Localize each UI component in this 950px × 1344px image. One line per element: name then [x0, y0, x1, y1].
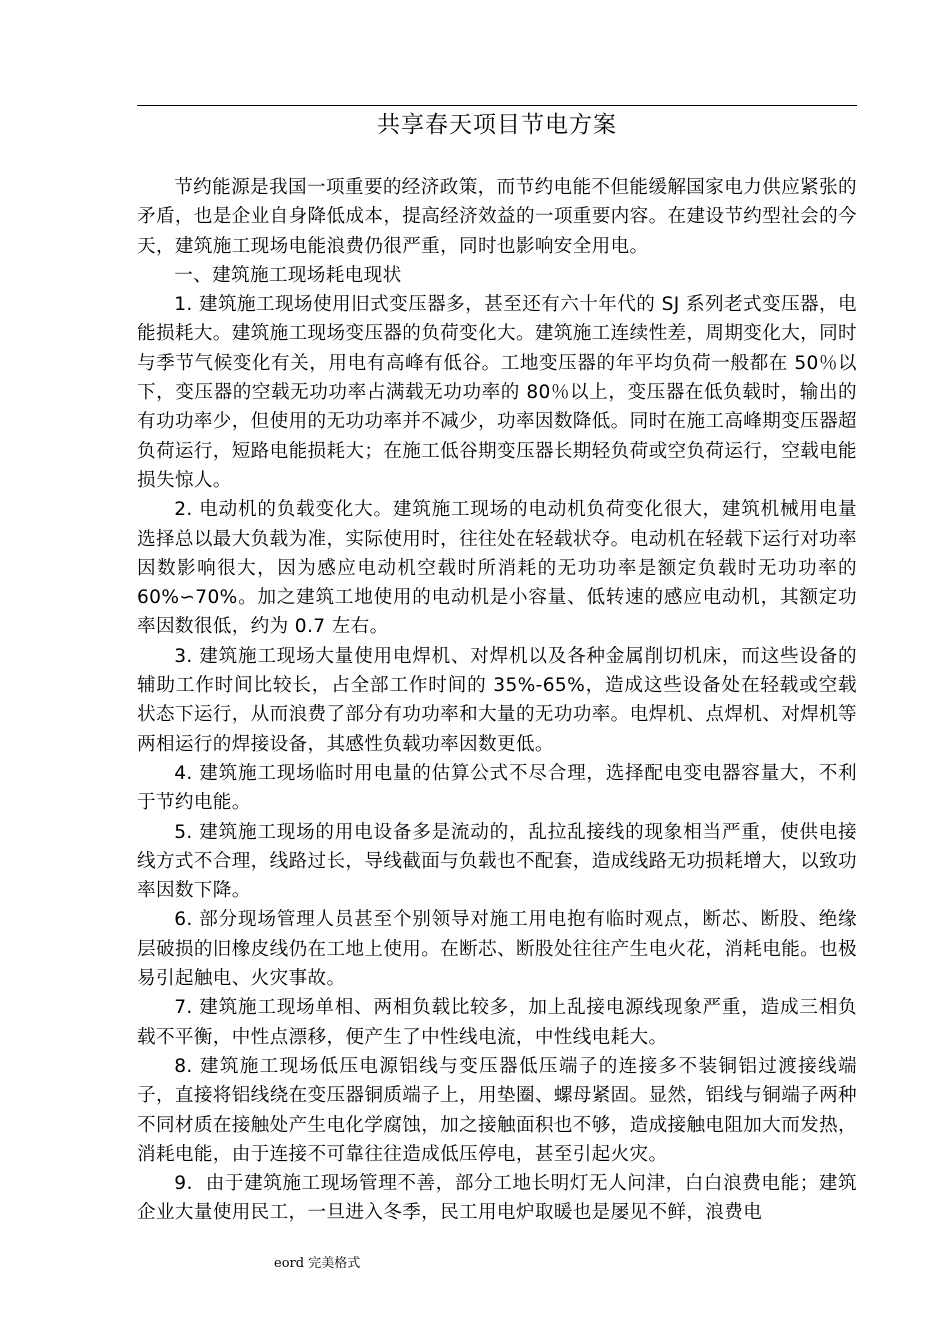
item-paragraph-3: 3. 建筑施工现场大量使用电焊机、对焊机以及各种金属削切机床，而这些设备的辅助工作时间比较长，占全部工作时间的 35%-65%，造成这些设备处在轻载或空载状态下运行，从而浪费了部分有功功率和大量的无功功率。电焊机、点焊机、对焊机等两相运行的焊接设备，其感性负载功率因数更低。: [137, 645, 857, 755]
section-heading: 一、建筑施工现场耗电现状: [174, 264, 402, 286]
intro-paragraph: 节约能源是我国一项重要的经济政策，而节约电能不但能缓解国家电力供应紧张的矛盾，也是企业自身降低成本，提高经济效益的一项重要内容。在建设节约型社会的今天，建筑施工现场电能浪费仍很严重，同时也影响安全用电。: [137, 177, 857, 257]
footer-watermark: eord 完美格式: [274, 1256, 361, 1271]
item-paragraph-9: 9．由于建筑施工现场管理不善，部分工地长明灯无人问津，白白浪费电能；建筑企业大量使用民工，一旦进入冬季，民工用电炉取暖也是屡见不鲜，浪费电: [137, 1173, 857, 1224]
document-title: 共享春天项目节电方案: [377, 112, 617, 138]
item-paragraph-7: 7. 建筑施工现场单相、两相负载比较多，加上乱接电源线现象严重，造成三相负载不平衡，中性点漂移，便产生了中性线电流，中性线电耗大。: [137, 997, 857, 1048]
item-paragraph-1: 1. 建筑施工现场使用旧式变压器多，甚至还有六十年代的 SJ 系列老式变压器，电能损耗大。建筑施工现场变压器的负荷变化大。建筑施工连续性差，周期变化大，同时与季节气候变化有关，用电有高峰有低谷。工地变压器的年平均负荷一般都在 50％以下，变压器的空载无功功率占满载无功功率的 80％以上，变压器在低负载时，输出的有功功率少，但使用的无功功率并不减少，功率因数降低。同时在施工高峰期变压器超负荷运行，短路电能损耗大；在施工低谷期变压器长期轻负荷或空负荷运行，空载电能损失惊人。: [137, 294, 857, 491]
item-paragraph-4: 4. 建筑施工现场临时用电量的估算公式不尽合理，选择配电变电器容量大，不利于节约电能。: [137, 762, 857, 814]
item-paragraph-8: 8. 建筑施工现场低压电源铝线与变压器低压端子的连接多不装铜铝过渡接线端子，直接将铝线绕在变压器铜质端子上，用垫圈、螺母紧固。显然，铝线与铜端子两种不同材质在接触处产生电化学腐蚀，加之接触面积也不够，造成接触电阻加大而发热，消耗电能，由于连接不可靠往往造成低压停电，甚至引起火灾。: [137, 1055, 857, 1165]
item-paragraph-5: 5. 建筑施工现场的用电设备多是流动的，乱拉乱接线的现象相当严重，使供电接线方式不合理，线路过长，导线截面与负载也不配套，造成线路无功损耗增大，以致功率因数下降。: [137, 821, 857, 902]
header-rule: [137, 105, 857, 106]
item-paragraph-6: 6. 部分现场管理人员甚至个别领导对施工用电抱有临时观点，断芯、断股、绝缘层破损的旧橡皮线仍在工地上使用。在断芯、断股处往往产生电火花，消耗电能。也极易引起触电、火灾事故。: [137, 909, 857, 990]
item-paragraph-2: 2. 电动机的负载变化大。建筑施工现场的电动机负荷变化很大，建筑机械用电量选择总以最大负载为准，实际使用时，往往处在轻载状夺。电动机在轻载下运行对功率因数影响很大，因为感应电动机空载时所消耗的无功功率是额定负载时无功功率的 60%∽70%。加之建筑工地使用的电动机是小容量、低转速的感应电动机，其额定功率因数很低，约为 0.7 左右。: [137, 499, 857, 638]
document-body: [137, 173, 857, 1228]
